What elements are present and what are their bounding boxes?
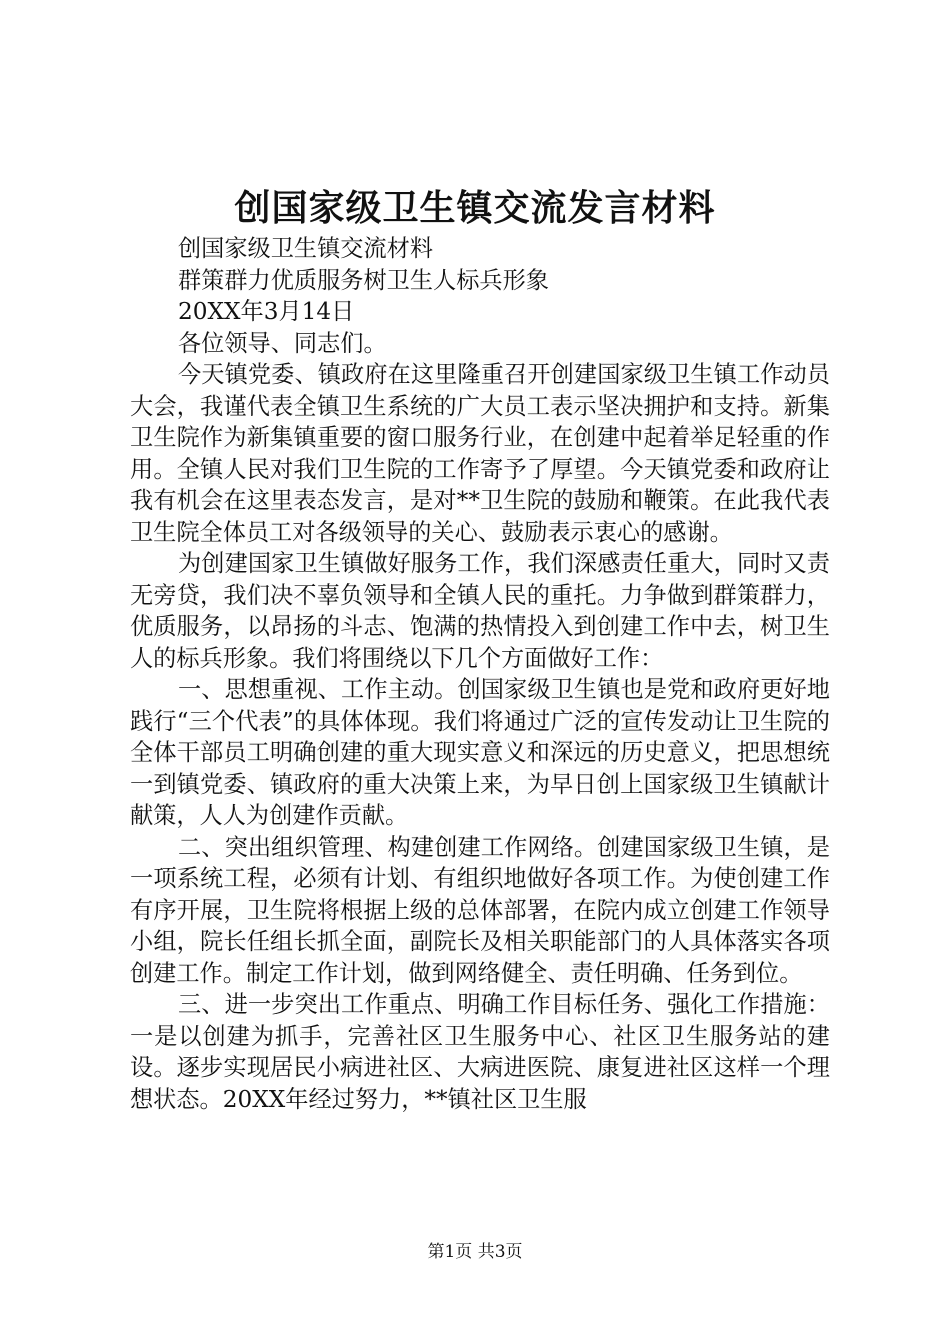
paragraph-commitment: 为创建国家卫生镇做好服务工作，我们深感责任重大，同时又责无旁贷，我们决不辜负领导和全镇人民的重托。力争做到群策群力，优质服务，以昂扬的斗志、饱满的热情投入到创建工作中去，树卫生人的标兵形象。我们将围绕以下几个方面做好工作： [130,550,830,672]
date-line: 20XX年3月14日 [178,298,355,325]
salutation-line: 各位领导、同志们。 [178,329,387,357]
slogan-line: 群策群力优质服务树卫生人标兵形象 [178,266,549,294]
subtitle-line: 创国家级卫生镇交流材料 [178,235,434,262]
document-title: 创国家级卫生镇交流发言材料 [234,187,716,229]
paragraph-point-1: 一、思想重视、工作主动。创国家级卫生镇也是党和政府更好地践行“三个代表”的具体体现。我们将通过广泛的宣传发动让卫生院的全体干部员工明确创建的重大现实意义和深远的历史意义，把思想统一到镇党委、镇政府的重大决策上来，为早日创上国家级卫生镇献计献策，人人为创建作贡献。 [130,676,830,829]
page-footer: 第1页 共3页 [427,1242,523,1262]
paragraph-point-2: 二、突出组织管理、构建创建工作网络。创建国家级卫生镇，是一项系统工程，必须有计划、有组织地做好各项工作。为使创建工作有序开展，卫生院将根据上级的总体部署，在院内成立创建工作领导小组，院长任组长抓全面，副院长及相关职能部门的人具体落实各项创建工作。制定工作计划，做到网络健全、责任明确、任务到位。 [130,833,830,987]
paragraph-intro: 今天镇党委、镇政府在这里隆重召开创建国家级卫生镇工作动员大会，我谨代表全镇卫生系统的广大员工表示坚决拥护和支持。新集卫生院作为新集镇重要的窗口服务行业，在创建中起着举足轻重的作用。全镇人民对我们卫生院的工作寄予了厚望。今天镇党委和政府让我有机会在这里表态发言，是对**卫生院的鼓励和鞭策。在此我代表卫生院全体员工对各级领导的关心、鼓励表示衷心的感谢。 [130,361,830,546]
paragraph-point-3: 三、进一步突出工作重点、明确工作目标任务、强化工作措施：一是以创建为抓手，完善社区卫生服务中心、社区卫生服务站的建设。逐步实现居民小病进社区、大病进医院、康复进社区这样一个理想状态。20XX年经过努力，**镇社区卫生服 [130,991,830,1113]
document-body [130,233,830,1115]
